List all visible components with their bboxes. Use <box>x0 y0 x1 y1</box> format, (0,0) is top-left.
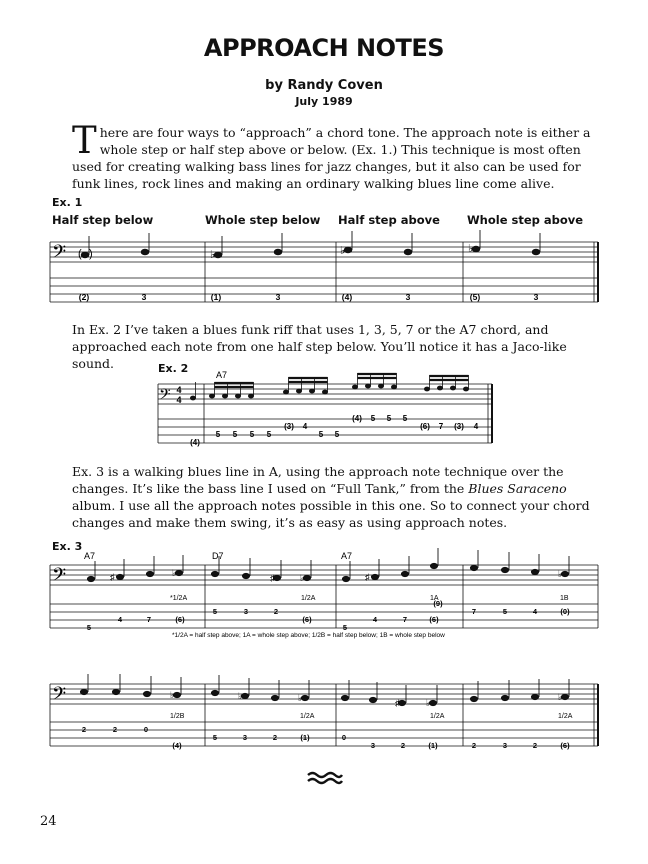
svg-text:♭: ♭ <box>238 691 243 701</box>
ex3-approach-mark: 1/2B <box>170 713 185 720</box>
svg-text:(: ( <box>78 248 82 260</box>
ex3-tab-number: 4 <box>372 615 378 624</box>
ex3-footnote: *1/2A = half step above; 1A = whole step above; 1/2B = half step below; 1B = whole step below <box>172 632 445 639</box>
ex2-tab-number: 4 <box>473 422 479 431</box>
ex2-tab-number: 5 <box>266 430 272 439</box>
svg-text:♯: ♯ <box>110 572 115 582</box>
ex3-tab-number: 2 <box>81 725 87 734</box>
intro-text: here are four ways to “approach” a chord tone. The approach note is either a whole step or half step above or below. (Ex. 1.) This technique is most often used for creating walking bass lines for jazz changes, but it also can be used for funk lines, rock lines and making an ordinary walking blues line come alive. <box>72 125 591 191</box>
ex3-tab-number: (1) <box>428 741 438 750</box>
bass-clef-icon: 𝄢 <box>159 386 171 406</box>
ex3-tab-number: 5 <box>86 623 92 632</box>
ex2-chord-symbol: A7 <box>216 370 228 380</box>
svg-text:♭: ♭ <box>468 243 474 255</box>
ex3-approach-mark: 1/2A <box>430 713 445 720</box>
ex3-approach-mark: 1A <box>430 595 439 602</box>
ex1-notation <box>0 230 648 310</box>
ex1-heading-whole-below: Whole step below <box>205 213 321 227</box>
ex3-tab-number: 3 <box>242 733 248 742</box>
ex2-tab-number: (6) <box>420 422 430 431</box>
bass-clef-icon: 𝄢 <box>52 564 67 589</box>
ex3-tab-number: 7 <box>402 615 408 624</box>
svg-text:♭: ♭ <box>300 573 305 583</box>
svg-text:♭: ♭ <box>170 690 175 700</box>
time-signature-bottom: 4 <box>176 395 182 405</box>
ex3-tab-number: (6) <box>560 741 570 750</box>
ex3-tab-number: 2 <box>272 733 278 742</box>
svg-text:♭: ♭ <box>340 245 346 257</box>
ex3-notation-row2 <box>0 672 648 754</box>
ex2-tab-number: 7 <box>438 422 444 431</box>
ex3-tab-number: (9) <box>433 599 443 608</box>
ex2-tab-number: 5 <box>232 430 238 439</box>
ex3-chord-symbol: D7 <box>212 551 224 561</box>
ex1-tab-number: (5) <box>469 292 481 302</box>
ex3-tab-number: (6) <box>429 615 439 624</box>
ex3-tab-number: 5 <box>342 623 348 632</box>
date-line: July 1989 <box>295 95 353 108</box>
ex3-tab-number: 2 <box>273 607 279 616</box>
drop-cap: T <box>72 119 97 162</box>
svg-text:♯: ♯ <box>270 573 275 583</box>
ex3-tab-number: 5 <box>212 733 218 742</box>
page-title: APPROACH NOTES <box>203 34 445 62</box>
ex3-approach-mark: 1/2A <box>558 713 573 720</box>
ex3-tab-number: 5 <box>212 607 218 616</box>
ex2-tab-number: (4) <box>352 414 362 423</box>
intro-paragraph <box>72 119 592 192</box>
paragraph-ex2: In Ex. 2 I’ve taken a blues funk riff that uses 1, 3, 5, 7 or the A7 chord, and approached each note from one half step below. You’ll notice it has a Jaco-like sound. <box>72 322 567 371</box>
ex3-tab-number: 7 <box>146 615 152 624</box>
section-end-ornament <box>306 770 344 786</box>
ex3-tab-number: 2 <box>471 741 477 750</box>
svg-text:♭: ♭ <box>558 569 563 579</box>
ex3-approach-mark: *1/2A <box>170 595 188 602</box>
paragraph-ex3-text-a: Ex. 3 is a walking blues line in A, using the approach note technique over the changes. It’s like the bass line I used on “Full Tank,” from the <box>72 464 564 496</box>
ex2-tab-number: 5 <box>402 414 408 423</box>
ex2-tab-number: (3) <box>284 422 294 431</box>
ex3-tab-number: 2 <box>400 741 406 750</box>
ex1-heading-half-below: Half step below <box>52 213 154 227</box>
ex2-tab-number: 4 <box>302 422 308 431</box>
ex1-tab-number: 3 <box>405 292 411 302</box>
time-signature-top: 4 <box>176 385 182 395</box>
ex3-tab-number: 2 <box>112 725 118 734</box>
ex1-tab-number: 3 <box>533 292 539 302</box>
ex3-tab-number: 3 <box>502 741 508 750</box>
paragraph-ex3 <box>72 463 592 531</box>
svg-text:♭: ♭ <box>558 692 563 702</box>
ex2-label: Ex. 2 <box>158 362 189 375</box>
ex3-tab-number: (4) <box>172 741 182 750</box>
ex3-tab-number: 4 <box>532 607 538 616</box>
svg-text:♯: ♯ <box>365 572 370 582</box>
ex3-notation-row1 <box>0 548 648 640</box>
ex2-tab-number: 5 <box>386 414 392 423</box>
ex2-tab-number: 5 <box>318 430 324 439</box>
ex1-heading-half-above: Half step above <box>338 213 440 227</box>
author-byline: by Randy Coven <box>265 78 383 93</box>
ex3-tab-number: (1) <box>300 733 310 742</box>
ex3-label: Ex. 3 <box>52 540 83 553</box>
svg-text:♭: ♭ <box>426 698 431 708</box>
ex1-tab-number: (1) <box>210 292 222 302</box>
svg-text:♭: ♭ <box>210 249 216 261</box>
ex3-tab-number: 2 <box>532 741 538 750</box>
ex3-tab-number: 0 <box>341 733 347 742</box>
bass-clef-icon: 𝄢 <box>52 683 67 708</box>
ex3-approach-mark: 1/2A <box>301 595 316 602</box>
ex3-chord-symbol: A7 <box>341 551 353 561</box>
ex1-heading-whole-above: Whole step above <box>467 213 584 227</box>
ex1-tab-number: 3 <box>141 292 147 302</box>
ex3-tab-number: (6) <box>302 615 312 624</box>
ex3-tab-number: 7 <box>471 607 477 616</box>
ex1-tab-number: (4) <box>341 292 353 302</box>
page-number: 24 <box>40 814 57 829</box>
ex3-approach-mark: 1/2A <box>300 713 315 720</box>
bass-clef-icon: 𝄢 <box>52 241 67 266</box>
svg-text:♭: ♭ <box>298 693 303 703</box>
paragraph-ex3-text-b: album. I use all the approach notes possible in this one. So to connect your chord changes and make them swing, it’s as easy as using approach notes. <box>72 498 590 530</box>
ex2-tab-number: 5 <box>334 430 340 439</box>
ex3-approach-mark: 1B <box>560 595 569 602</box>
ex3-tab-number: 3 <box>243 607 249 616</box>
ex2-tab-number: (4) <box>190 438 200 447</box>
ex3-tab-number: (0) <box>560 607 570 616</box>
ex2-notation <box>0 364 648 450</box>
ex3-tab-number: (6) <box>175 615 185 624</box>
ex2-tab-number: 5 <box>215 430 221 439</box>
ex3-tab-number: 0 <box>143 725 149 734</box>
ex2-tab-number: (3) <box>454 422 464 431</box>
ex3-chord-symbol: A7 <box>84 551 96 561</box>
album-title: Blues Saraceno <box>468 481 567 496</box>
ex3-tab-number: 3 <box>370 741 376 750</box>
svg-text:♭: ♭ <box>172 568 177 578</box>
ex1-tab-number: (2) <box>78 292 90 302</box>
ex1-label: Ex. 1 <box>52 196 83 209</box>
ex3-tab-number: 5 <box>502 607 508 616</box>
svg-text:♯: ♯ <box>395 698 400 708</box>
svg-text:): ) <box>89 248 93 260</box>
ex1-tab-number: 3 <box>275 292 281 302</box>
ex3-tab-number: 4 <box>117 615 123 624</box>
ex2-tab-number: 5 <box>249 430 255 439</box>
ex2-tab-number: 5 <box>370 414 376 423</box>
